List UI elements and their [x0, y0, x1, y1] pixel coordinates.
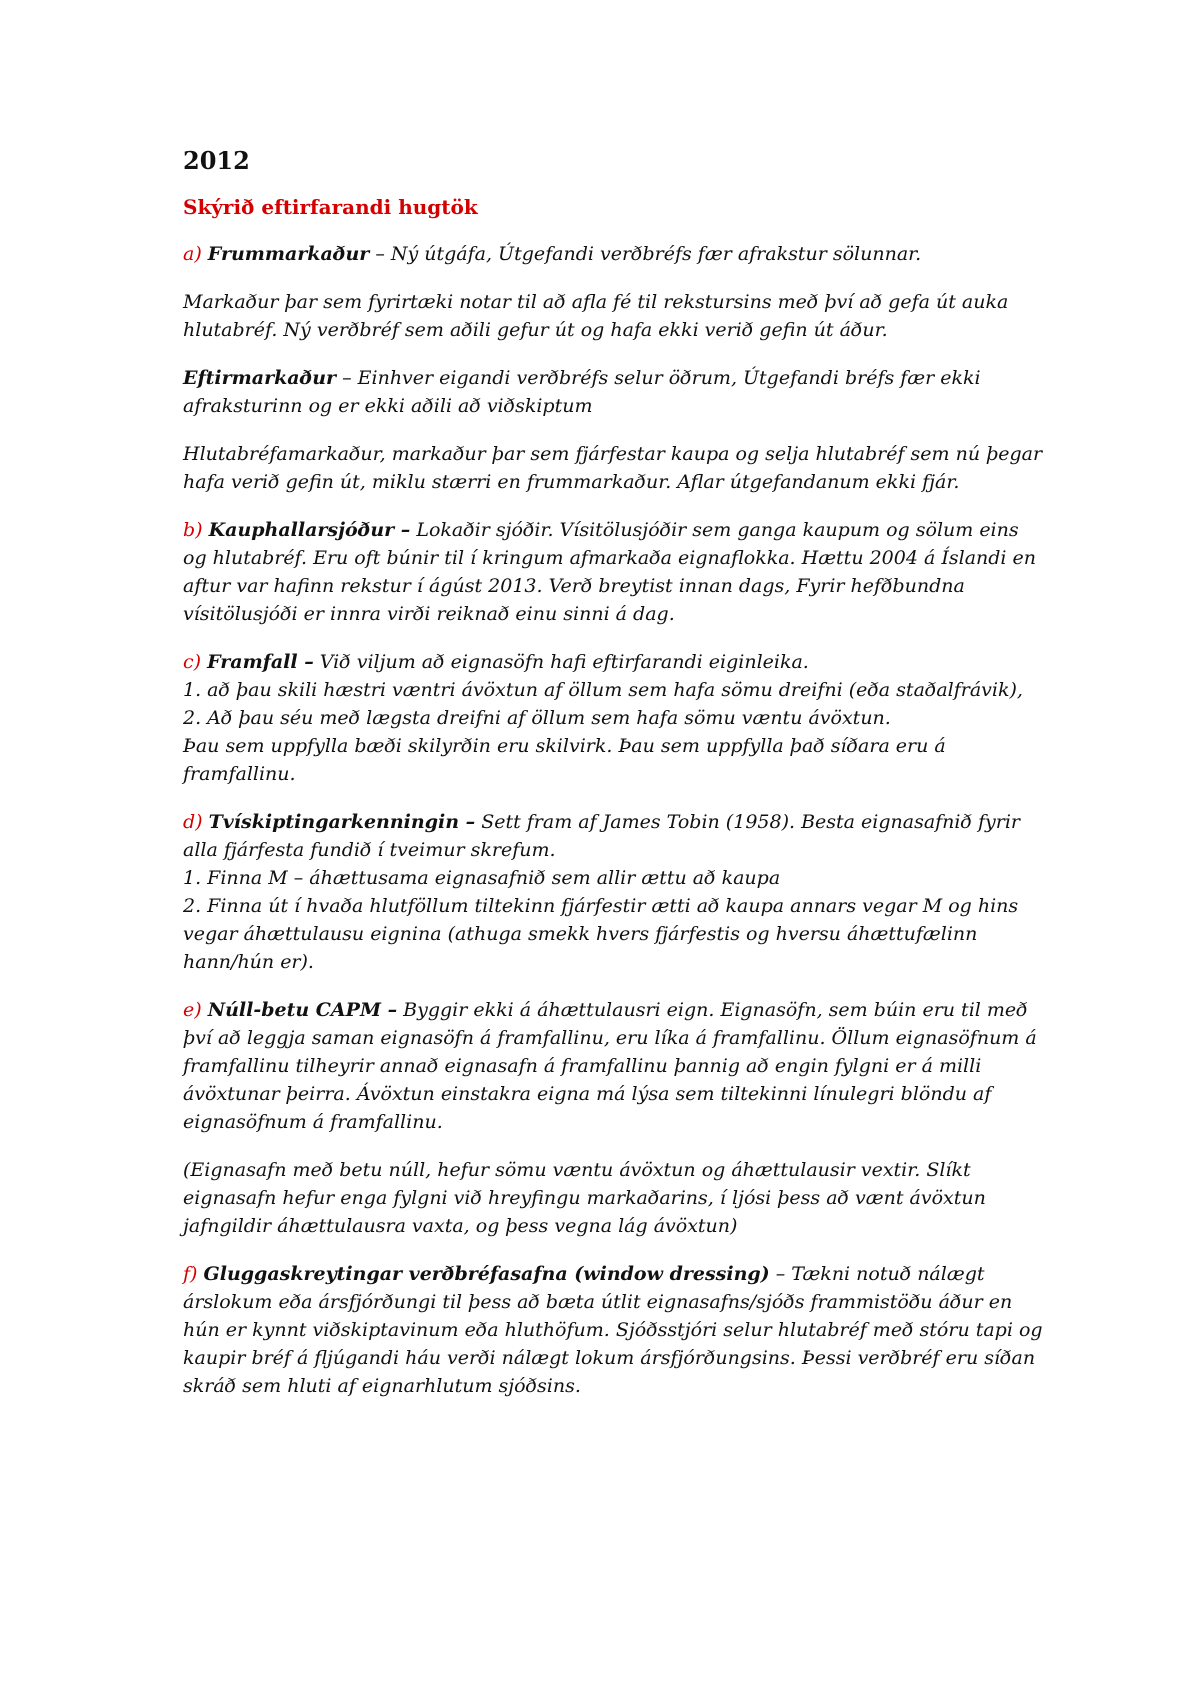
item-a-definition: – Ný útgáfa, Útgefandi verðbréfs fær afrakstur sölunnar. — [369, 243, 922, 265]
item-f-definition: – Tækni notuð nálægt árslokum eða ársfjórðungi til þess að bæta útlit eignasafns/sjóðs frammistöðu áður en hún er kynnt viðskiptavinum eða hluthöfum. Sjóðsstjóri selur hlutabréf með stóru tapi og kaupir bréf á fljúgandi háu verði nálægt lokum ársfjórðungsins. Þessi verðbréf eru síðan skráð sem hluti af eignarhlutum sjóðsins. — [183, 1263, 1043, 1397]
item-b-paragraph — [183, 516, 1043, 628]
item-a-second-term-paragraph — [183, 364, 1043, 420]
item-c-intro-line — [183, 648, 1043, 676]
item-a-term: Frummarkaður — [207, 243, 370, 265]
item-a-second-term: Eftirmarkaður — [183, 367, 337, 389]
item-a-paragraph — [183, 240, 1043, 268]
item-f-letter: f) — [183, 1263, 198, 1285]
item-b-letter: b) — [183, 519, 203, 541]
item-f-term: Gluggaskreytingar verðbréfasafna (window dressing) — [203, 1263, 770, 1285]
item-d-definition: Sett fram af James Tobin (1958). Besta eignasafnið fyrir alla fjárfesta fundið í tveimur skrefum. — [183, 811, 1020, 861]
item-a-explanation: Markaður þar sem fyrirtæki notar til að afla fé til rekstursins með því að gefa út auka hlutabréf. Ný verðbréf sem aðili gefur út og hafa ekki verið gefin út áður. — [183, 291, 1009, 341]
item-a-letter: a) — [183, 243, 202, 265]
item-e-term: Núll-betu CAPM – — [207, 999, 398, 1021]
item-c-line-1: 1. að þau skili hæstri væntri ávöxtun af öllum sem hafa sömu dreifni (eða staðalfrávik), — [183, 679, 1023, 701]
item-c-paragraph — [183, 648, 1043, 788]
item-d-term: Tvískiptingarkenningin – — [208, 811, 476, 833]
item-e-letter: e) — [183, 999, 202, 1021]
item-d-paragraph — [183, 808, 1043, 976]
item-d-line-2: 2. Finna út í hvaða hlutföllum tiltekinn fjárfestir ætti að kaupa annars vegar M og hins vegar áhættulausu eignina (athuga smekk hvers fjárfestis og hversu áhættufælinn hann/hún er). — [183, 895, 1019, 973]
item-b-term: Kauphallarsjóður – — [208, 519, 411, 541]
item-c-letter: c) — [183, 651, 202, 673]
section-heading: Skýrið eftirfarandi hugtök — [183, 195, 478, 219]
item-c-line-3: Þau sem uppfylla bæði skilyrðin eru skilvirk. Þau sem uppfylla það síðara eru á framfallinu. — [183, 735, 946, 785]
item-a-second-explanation: Hlutabréfamarkaður, markaður þar sem fjárfestar kaupa og selja hlutabréf sem nú þegar hafa verið gefin út, miklu stærri en frummarkaður. Aflar útgefandanum ekki fjár. — [183, 443, 1043, 493]
item-c-definition: Við viljum að eignasöfn hafi eftirfarandi eiginleika. — [313, 651, 809, 673]
item-a-second-definition: – Einhver eigandi verðbréfs selur öðrum, Útgefandi bréfs fær ekki afraksturinn og er ekki aðili að viðskiptum — [183, 367, 981, 417]
item-d-letter: d) — [183, 811, 203, 833]
item-d-line-1: 1. Finna M – áhættusama eignasafnið sem allir ættu að kaupa — [183, 867, 781, 889]
item-b-definition: Lokaðir sjóðir. Vísitölusjóðir sem ganga kaupum og sölum eins og hlutabréf. Eru oft búnir til í kringum afmarkaða eignaflokka. Hættu 2004 á Íslandi en aftur var hafinn rekstur í ágúst 2013. Verð breytist innan dags, Fyrir hefðbundna vísitölusjóði er innra virði reiknað einu sinni á dag. — [183, 519, 1037, 625]
item-c-line-2: 2. Að þau séu með lægsta dreifni af öllum sem hafa sömu væntu ávöxtun. — [183, 707, 891, 729]
item-e-definition: Byggir ekki á áhættulausri eign. Eignasöfn, sem búin eru til með því að leggja saman eignasöfn á framfallinu, eru líka á framfallinu. Öllum eignasöfnum á framfallinu tilheyrir annað eignasafn á framfallinu þannig að engin fylgni er á milli ávöxtunar þeirra. Ávöxtun einstakra eigna má lýsa sem tiltekinni línulegri blöndu af eignasöfnum á framfallinu. — [183, 999, 1037, 1133]
item-e-paragraph — [183, 996, 1043, 1136]
item-d-intro-line — [183, 808, 1043, 864]
item-c-term: Framfall – — [207, 651, 314, 673]
year-title: 2012 — [183, 146, 250, 175]
document-body — [183, 146, 1043, 1420]
item-e-note: (Eignasafn með betu núll, hefur sömu væntu ávöxtun og áhættulausir vextir. Slíkt eignasafn hefur enga fylgni við hreyfingu markaðarins, í ljósi þess að vænt ávöxtun jafngildir áhættulausra vaxta, og þess vegna lág ávöxtun) — [183, 1159, 986, 1237]
item-f-paragraph — [183, 1260, 1043, 1400]
